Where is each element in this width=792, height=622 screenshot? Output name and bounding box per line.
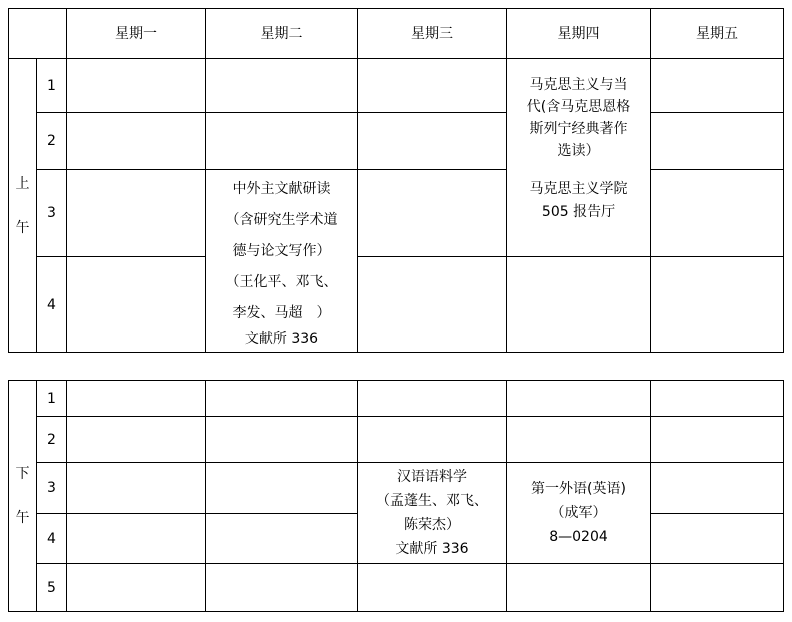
schedule-cell [67, 113, 206, 170]
course-room: 8—0204 [549, 529, 608, 545]
course-instructors: 李发、马超 ） [232, 305, 331, 321]
course-title-line: 汉语语料学 [397, 469, 467, 485]
course-instructors: （成军） [550, 505, 607, 521]
pm-period-number: 1 [37, 381, 67, 417]
pm-period-number: 2 [37, 417, 67, 463]
course-marxism [507, 59, 651, 257]
am-period-row-4 [9, 257, 784, 353]
schedule-cell [206, 113, 358, 170]
course-title-line: 代(含马克思恩格 [526, 99, 631, 115]
am-period-number: 1 [37, 59, 67, 113]
schedule-cell [358, 170, 507, 257]
pm-period-row-5 [9, 564, 784, 612]
course-title-line: 马克思主义与当 [529, 77, 628, 93]
schedule-cell [507, 417, 651, 463]
am-period-row-2 [9, 113, 784, 170]
schedule-cell [651, 113, 784, 170]
schedule-cell [67, 59, 206, 113]
course-title-line: 选读） [557, 143, 600, 159]
schedule-cell [507, 381, 651, 417]
am-period-number: 4 [37, 257, 67, 353]
course-title-line: （含研究生学术道 [225, 212, 338, 228]
schedule-cell [358, 59, 507, 113]
schedule-cell [651, 257, 784, 353]
header-row [9, 9, 784, 59]
schedule-cell [507, 564, 651, 612]
schedule-cell [651, 381, 784, 417]
course-title-line: 第一外语(英语) [531, 481, 626, 497]
course-instructors: （王化平、邓飞、 [225, 274, 338, 290]
pm-period-row-1 [9, 381, 784, 417]
morning-schedule-table [8, 8, 784, 353]
schedule-cell [206, 564, 358, 612]
pm-period-number: 4 [37, 514, 67, 564]
schedule-cell [651, 170, 784, 257]
course-title-line: 德与论文写作） [232, 243, 331, 259]
schedule-cell [651, 417, 784, 463]
schedule-cell [206, 381, 358, 417]
morning-label-char-1: 上 [15, 175, 30, 192]
schedule-cell [358, 257, 507, 353]
course-title-line: 斯列宁经典著作 [529, 121, 628, 137]
day-header-fri: 星期五 [651, 9, 784, 59]
pm-period-row-2 [9, 417, 784, 463]
schedule-cell [67, 564, 206, 612]
pm-period-number: 5 [37, 564, 67, 612]
schedule-cell [67, 463, 206, 514]
schedule-cell [358, 113, 507, 170]
afternoon-schedule-table [8, 380, 784, 612]
pm-period-number: 3 [37, 463, 67, 514]
morning-label-char-2: 午 [15, 219, 30, 236]
course-first-foreign-language [507, 463, 651, 564]
morning-label [9, 59, 37, 353]
schedule-cell [507, 257, 651, 353]
course-instructors: （孟蓬生、邓飞、 [376, 493, 488, 509]
schedule-cell [206, 463, 358, 514]
course-location: 马克思主义学院 [529, 181, 628, 197]
pm-period-row-3 [9, 463, 784, 514]
schedule-cell [651, 564, 784, 612]
schedule-cell [206, 417, 358, 463]
schedule-cell [358, 417, 507, 463]
course-title-line: 中外主文献研读 [232, 181, 331, 197]
schedule-cell [67, 417, 206, 463]
day-header-wed: 星期三 [358, 9, 507, 59]
course-room: 文献所 336 [244, 331, 319, 347]
day-header-mon: 星期一 [67, 9, 206, 59]
schedule-cell [67, 381, 206, 417]
course-corpus-linguistics [358, 463, 507, 564]
schedule-cell [651, 514, 784, 564]
am-period-row-1 [9, 59, 784, 113]
corner-cell [9, 9, 67, 59]
afternoon-label [9, 381, 37, 612]
am-period-number: 3 [37, 170, 67, 257]
course-location: 505 报告厅 [541, 204, 616, 220]
schedule-cell [67, 257, 206, 353]
day-header-thu: 星期四 [507, 9, 651, 59]
am-period-row-3 [9, 170, 784, 257]
schedule-cell [67, 514, 206, 564]
schedule-cell [67, 170, 206, 257]
schedule-cell [651, 59, 784, 113]
course-room: 文献所 336 [395, 541, 469, 557]
schedule-cell [358, 564, 507, 612]
am-period-number: 2 [37, 113, 67, 170]
day-header-tue: 星期二 [206, 9, 358, 59]
afternoon-label-char-2: 午 [15, 510, 30, 526]
schedule-cell [651, 463, 784, 514]
afternoon-label-char-1: 下 [15, 466, 30, 482]
schedule-cell [358, 381, 507, 417]
course-literature-reading [206, 170, 358, 353]
course-instructors: 陈荣杰） [404, 517, 460, 533]
schedule-cell [206, 59, 358, 113]
schedule-cell [206, 514, 358, 564]
